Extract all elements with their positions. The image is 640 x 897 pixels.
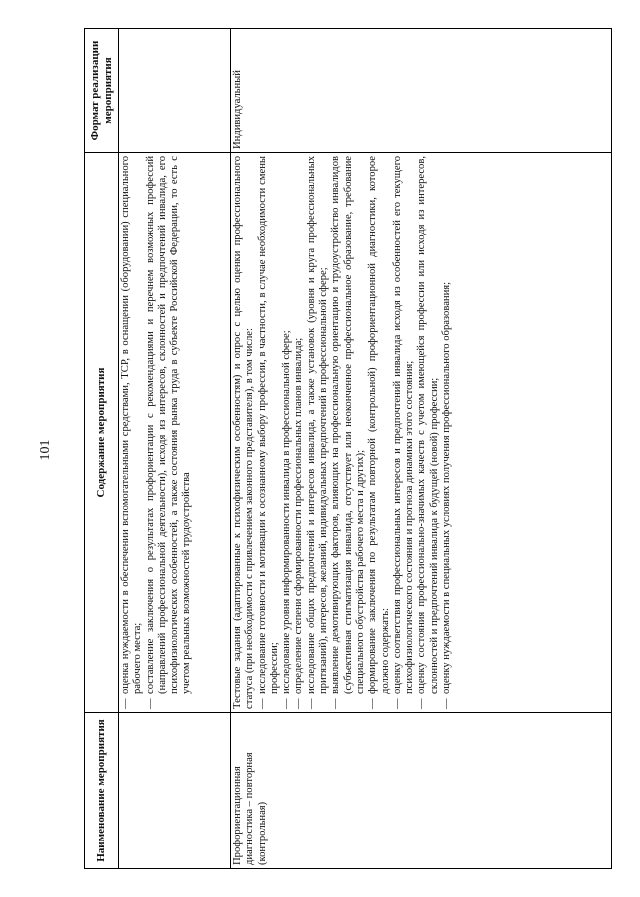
activity-name-cell: Профориентационная диагностика – повторная (контрольная) bbox=[231, 713, 612, 869]
list-item: — составление заключения о результатах профориентации с рекомендациями и перечнем возможных профессий (направлений профессиональной деятельности), исходя из интересов, склонностей и предпочтений инвалида, его психофизиологических особенностей, а также состояния рынка труда в субъекте Российской Федерации, то есть с учетом реальных возможностей трудоустройства bbox=[145, 156, 194, 709]
header-activity-name: Наименование мероприятия bbox=[85, 713, 119, 869]
list-item: — оценку нуждаемости в специальных условиях получения профессионального образования; bbox=[441, 156, 453, 709]
content-lead: Тестовые задания (адаптированные к психофизическим особенностям) и опрос с целью оценки профессионального статуса (при необходимости с привлечением законного представителя), в том числе: bbox=[232, 156, 256, 709]
activity-name-cell bbox=[119, 713, 231, 869]
list-item: — выявление демотивирующих факторов, влияющих на профессиональную ориентацию и трудоустройство инвалидов (субъективная стигматизация инвалида, отсутствует или неоконченное профессиональное образование, требование специального обустройства рабочего места и других); bbox=[330, 156, 367, 709]
list-item: — оценку состояния профессионально-значимых качеств с учетом имеющейся профессии или исходя из интересов, склонностей и предпочтений инвалида к будущей (новой) профессии; bbox=[416, 156, 441, 709]
list-item: — исследование уровня информированности инвалида в профессиональной сфере; bbox=[281, 156, 293, 709]
content-list bbox=[257, 156, 454, 709]
activity-format-cell bbox=[119, 29, 231, 153]
list-item: — оценку соответствия профессиональных интересов и предпочтений инвалида исходя из особенностей его текущего психофизиологического состояния и прогноза динамики этого состояния; bbox=[392, 156, 417, 709]
header-activity-format: Формат реализации мероприятия bbox=[85, 29, 119, 153]
list-item: — исследование общих предпочтений и интересов инвалида, а также установок (уровня и круга профессиональных притязаний), интересов, желаний, индивидуальных предпочтений в профессиональной сфере; bbox=[306, 156, 331, 709]
table-header-row bbox=[85, 29, 119, 869]
list-item: — исследование готовности и мотивации к осознанному выбору профессии, в частности, в случае необходимости смены профессии; bbox=[257, 156, 282, 709]
list-item: — формирование заключения по результатам повторной (контрольной) профориентационной диагностики, которое должно содержать: bbox=[367, 156, 392, 709]
header-activity-content: Содержание мероприятия bbox=[85, 153, 119, 713]
content-list bbox=[120, 156, 194, 709]
table-row bbox=[119, 29, 231, 869]
list-item: — оценка нуждаемости в обеспечении вспомогательными средствами, ТСР, в оснащении (оборудовании) специального рабочего места; bbox=[120, 156, 145, 709]
list-item: — определение степени сформированности профессиональных планов инвалида; bbox=[293, 156, 305, 709]
page-number: 101 bbox=[38, 439, 53, 461]
table-row bbox=[231, 29, 612, 869]
activity-content-cell bbox=[119, 153, 231, 713]
activities-table bbox=[84, 28, 612, 869]
activity-content-cell bbox=[231, 153, 612, 713]
activity-format-cell: Индивидуальный bbox=[231, 29, 612, 153]
